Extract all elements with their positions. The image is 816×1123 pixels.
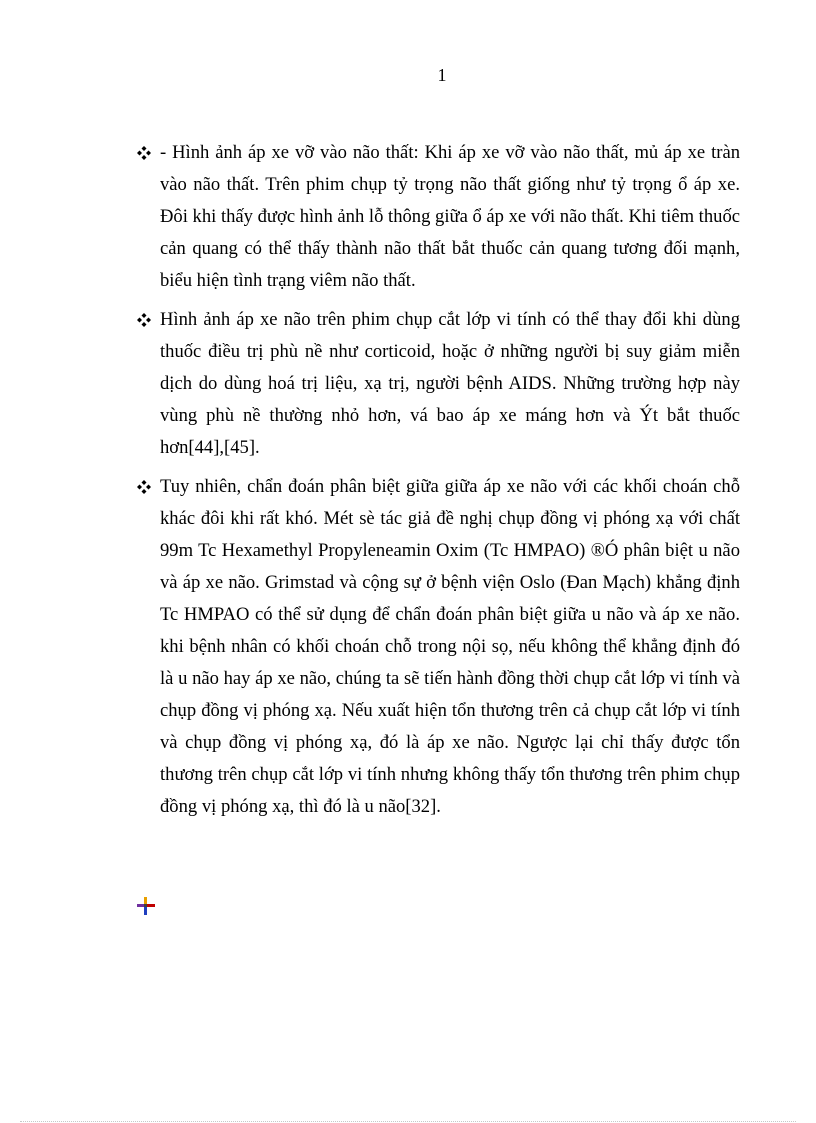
diamond-bullet-icon: [136, 312, 152, 328]
page-number: 1: [437, 65, 447, 85]
bullet-text: Hình ảnh áp xe não trên phim chụp cắt lớp vi tính có thể thay đổi khi dùng thuốc điều trị phù nề như corticoid, hoặc ở những người bị suy giảm miễn dịch do dùng hoá trị liệu, xạ trị, người bệnh AIDS. Những trường hợp này vùng phù nề thường nhỏ hơn, vá bao áp xe máng hơn và Ýt bắt thuốc hơn[44],[45].: [160, 309, 740, 458]
diamond-bullet-icon: [136, 479, 152, 495]
bullet-item: [136, 471, 740, 823]
bullet-item: [136, 137, 740, 297]
diamond-bullet-icon: [136, 145, 152, 161]
bullet-text: - Hình ảnh áp xe vỡ vào não thất: Khi áp xe vỡ vào não thất, mủ áp xe tràn vào não thất. Trên phim chụp tỷ trọng não thất giống như tỷ trọng ổ áp xe. Đôi khi thấy được hình ảnh lỗ thông giữa ổ áp xe với não thất. Khi tiêm thuốc cản quang có thể thấy thành não thất bắt thuốc cản quang tương đối mạnh, biểu hiện tình trạng viêm não thất.: [160, 142, 740, 291]
bullet-text: Tuy nhiên, chẩn đoán phân biệt giữa giữa áp xe não với các khối choán chỗ khác đôi khi rất khó. Mét sè tác giả đề nghị chụp đồng vị phóng xạ với chất 99m Tc Hexamethyl Propyleneamin Oxim (Tc HMPAO) ®Ó phân biệt u não và áp xe não. Grimstad và cộng sự ở bệnh viện Oslo (Đan Mạch) khẳng định Tc HMPAO có thể sử dụng để chẩn đoán phân biệt giữa u não và áp xe não. khi bệnh nhân có khối choán chỗ trong nội sọ, nếu không thể khẳng định đó là u não hay áp xe não, chúng ta sẽ tiến hành đồng thời chụp cắt lớp vi tính và chụp đồng vị phóng xạ. Nếu xuất hiện tổn thương trên cả chụp cắt lớp vi tính và chụp đồng vị phóng xạ, đó là áp xe não. Ngược lại chỉ thấy được tổn thương trên chụp cắt lớp vi tính nhưng không thấy tổn thương trên phim chụp đồng vị phóng xạ, thì đó là u não[32].: [160, 476, 740, 817]
document-body: [136, 137, 740, 830]
colored-cross-marker-icon: [136, 896, 156, 916]
bullet-item: [136, 304, 740, 464]
page-bottom-divider: [20, 1121, 796, 1122]
